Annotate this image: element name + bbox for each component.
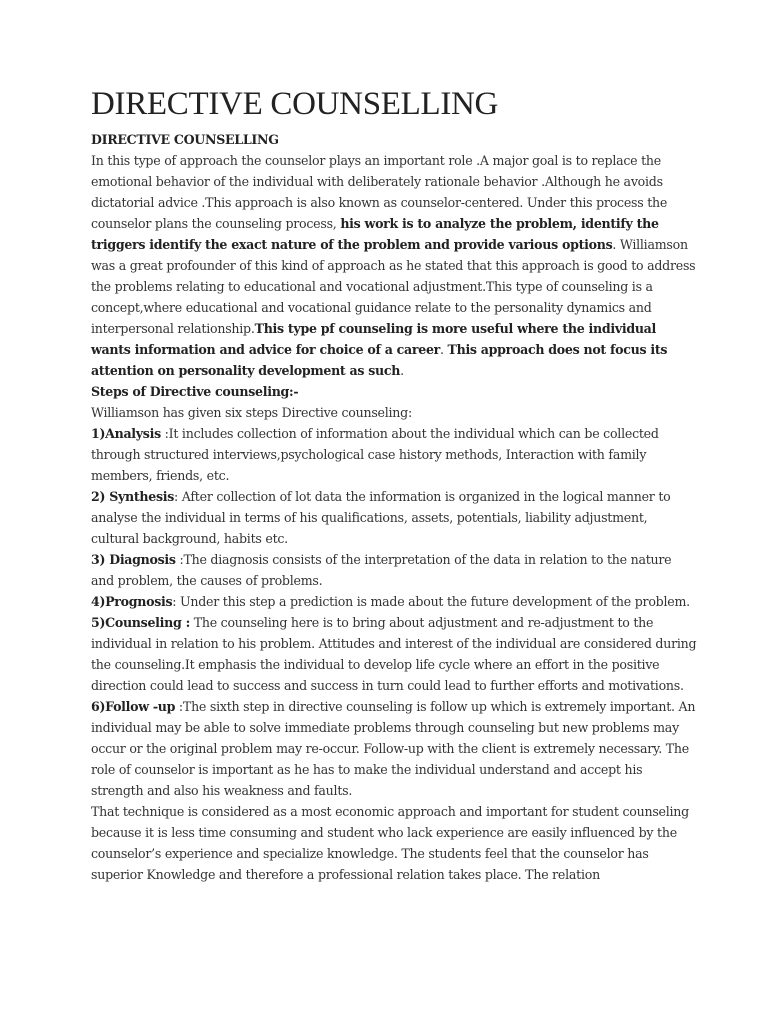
step-text: : After collection of lot data the information is organized in the logical manner to analyse the individual in terms of his qualifications, assets, potentials, liability adjustment, cultural background, habits etc. bbox=[91, 489, 671, 546]
step-item bbox=[91, 696, 697, 801]
step-label: 1)Analysis bbox=[91, 426, 161, 441]
intro-bold-3: This approach does not focus its attention on personality development as such bbox=[91, 342, 668, 378]
intro-text-3: . bbox=[440, 342, 448, 357]
step-label: 5)Counseling : bbox=[91, 615, 190, 630]
step-item bbox=[91, 486, 697, 549]
steps-intro: Williamson has given six steps Directive counseling: bbox=[91, 405, 412, 420]
step-text: The counseling here is to bring about adjustment and re-adjustment to the individual in relation to his problem. Attitudes and interest of the individual are considered during the counseling.It emphasis the individual to develop life cycle where an effort in the positive direction could lead to success and success in turn could lead to further efforts and motivations. bbox=[91, 615, 697, 693]
intro-bold-1: his work is to analyze the problem, identify the triggers identify the exact nature of the problem and provide various options bbox=[91, 216, 659, 252]
section-subtitle: DIRECTIVE COUNSELLING bbox=[91, 132, 279, 147]
step-item bbox=[91, 612, 697, 696]
intro-paragraph bbox=[91, 129, 697, 381]
step-text: :The sixth step in directive counseling is follow up which is extremely important. An individual may be able to solve immediate problems through counseling but new problems may occur or the original problem may re-occur. Follow-up with the client is extremely necessary. The role of counselor is important as he has to make the individual understand and accept his strength and also his weakness and faults. bbox=[91, 699, 696, 798]
document-body bbox=[91, 129, 697, 885]
intro-text-1: In this type of approach the counselor plays an important role .A major goal is to replace the emotional behavior of the individual with deliberately rationale behavior .Although he avoids dictatorial advice .This approach is also known as counselor-centered. Under this process the counselor plans the counseling process, bbox=[91, 153, 668, 231]
intro-text-4: . bbox=[400, 363, 404, 378]
step-item bbox=[91, 549, 697, 591]
step-item bbox=[91, 423, 697, 486]
step-item bbox=[91, 591, 697, 612]
step-text: :The diagnosis consists of the interpretation of the data in relation to the nature and problem, the causes of problems. bbox=[91, 552, 672, 588]
step-label: 2) Synthesis bbox=[91, 489, 175, 504]
step-text: : Under this step a prediction is made about the future development of the problem. bbox=[172, 594, 690, 609]
intro-bold-2: This type pf counseling is more useful where the individual wants information and advice for choice of a career bbox=[91, 321, 657, 357]
step-label: 3) Diagnosis bbox=[91, 552, 176, 567]
step-text: :It includes collection of information about the individual which can be collected through structured interviews,psychological case history methods, Interaction with family members, friends, etc. bbox=[91, 426, 659, 483]
closing-paragraph: That technique is considered as a most economic approach and important for student counseling because it is less time consuming and student who lack experience are easily influenced by the counselor’s experience and specialize knowledge. The students feel that the counselor has superior Knowledge and therefore a professional relation takes place. The relation bbox=[91, 804, 689, 882]
intro-text-2: . Williamson was a great profounder of this kind of approach as he stated that this approach is good to address the problems relating to educational and vocational adjustment.This type of counseling is a concept,where educational and vocational guidance relate to the personality dynamics and interpersonal relationship. bbox=[91, 237, 696, 336]
step-label: 4)Prognosis bbox=[91, 594, 173, 609]
steps-heading: Steps of Directive counseling:- bbox=[91, 384, 299, 399]
page-title: DIRECTIVE COUNSELLING bbox=[91, 86, 499, 122]
step-label: 6)Follow -up bbox=[91, 699, 176, 714]
